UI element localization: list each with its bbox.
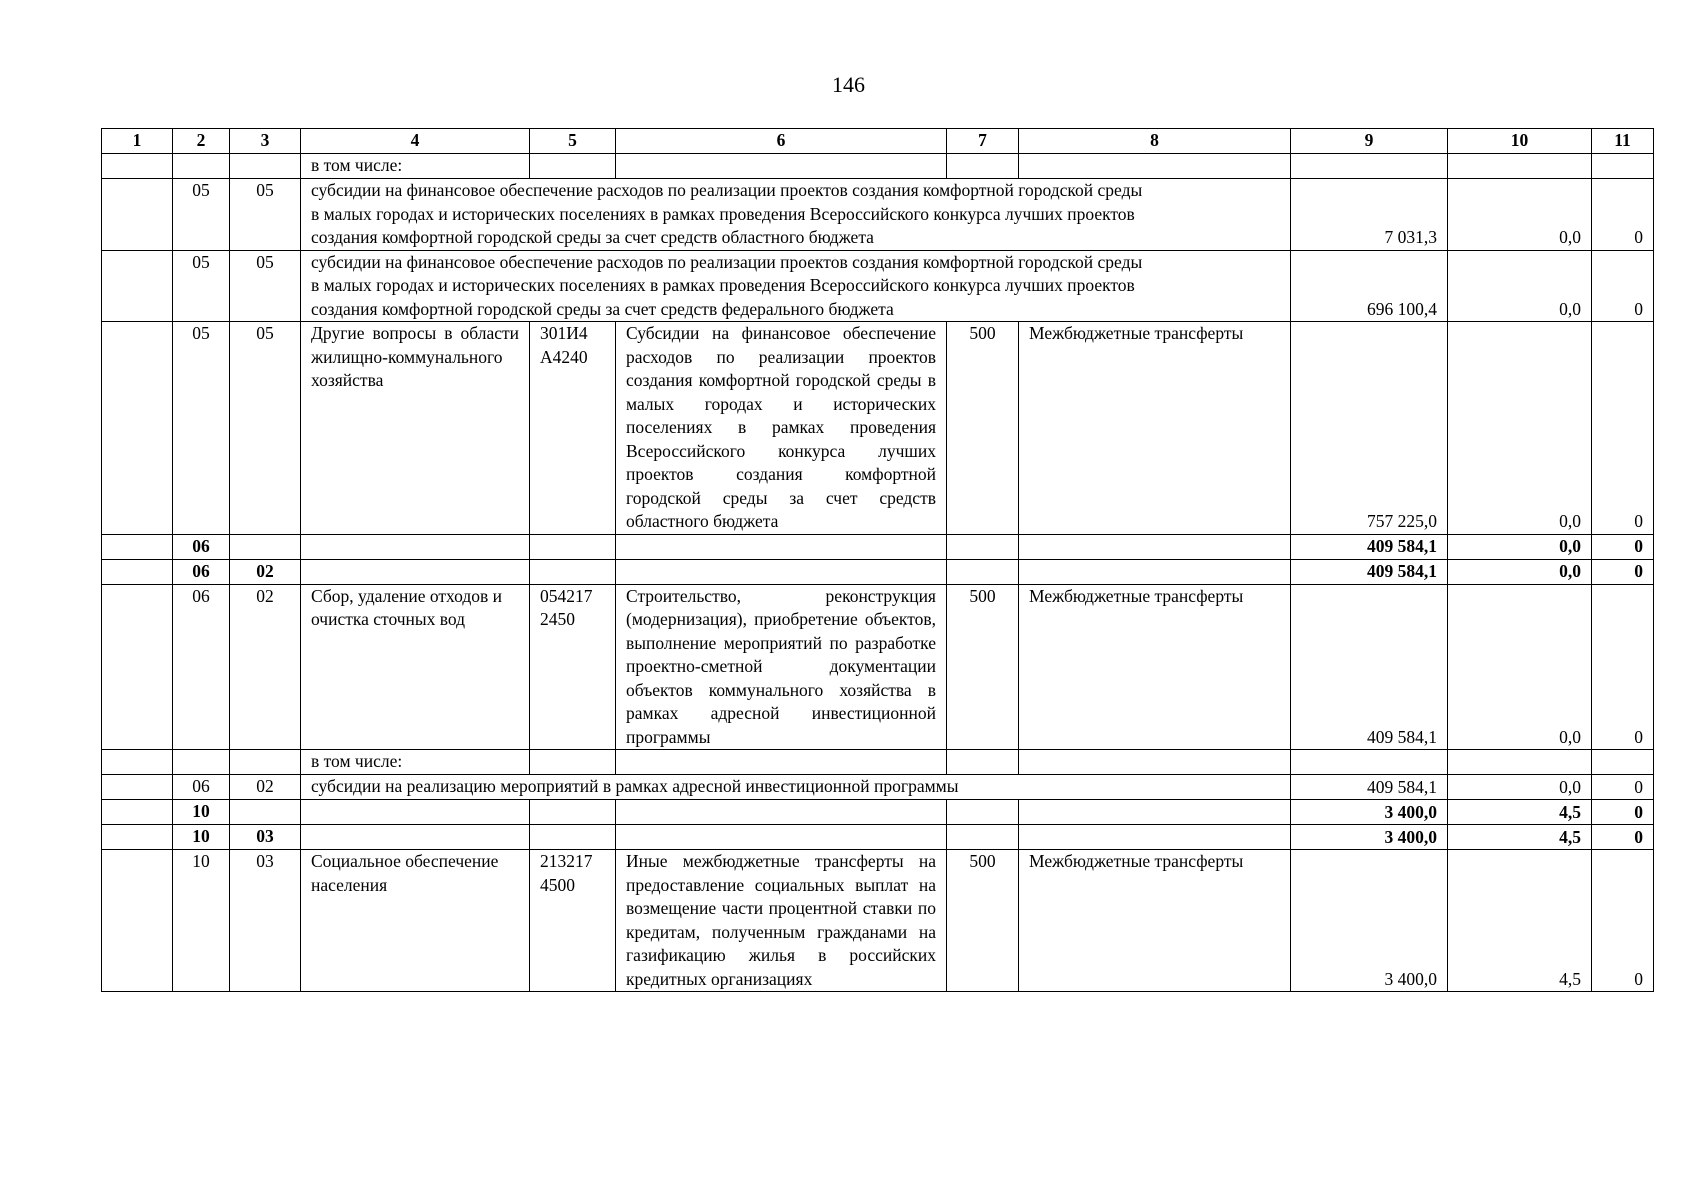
header-cell: 11 xyxy=(1592,129,1654,154)
cell-col1 xyxy=(102,775,173,800)
cell-subsection: 03 xyxy=(230,825,301,850)
cell-label: Сбор, удаление отходов и очистка сточных вод xyxy=(301,584,530,750)
cell-code xyxy=(530,750,616,775)
cell-type-code xyxy=(947,559,1019,584)
page-number: 146 xyxy=(832,72,865,97)
header-cell: 4 xyxy=(301,129,530,154)
text-line: создания комфортной городской среды за счет средств областного бюджета xyxy=(311,227,874,247)
cell-type-name xyxy=(1019,559,1291,584)
text-line: в малых городах и исторических поселениях в рамках проведения Всероссийского конкурса лучших проектов xyxy=(311,203,1135,224)
cell-subsection: 05 xyxy=(230,250,301,322)
table-row xyxy=(102,850,1654,992)
header-cell: 6 xyxy=(616,129,947,154)
cell-subsection xyxy=(230,800,301,825)
cell-spanning-description xyxy=(301,179,1291,251)
cell-amount: 409 584,1 xyxy=(1291,584,1448,750)
cell-spanning-description xyxy=(301,250,1291,322)
table-row xyxy=(102,250,1654,322)
cell-col1 xyxy=(102,322,173,535)
header-cell: 8 xyxy=(1019,129,1291,154)
cell-section: 10 xyxy=(173,800,230,825)
header-cell: 10 xyxy=(1448,129,1592,154)
cell-type-code: 500 xyxy=(947,322,1019,535)
cell-spanning-description xyxy=(301,775,1291,800)
cell-col11 xyxy=(1592,154,1654,179)
cell-label: в том числе: xyxy=(301,154,530,179)
cell-type-code xyxy=(947,800,1019,825)
cell-label xyxy=(301,534,530,559)
cell-col1 xyxy=(102,850,173,992)
cell-percent: 0,0 xyxy=(1448,250,1592,322)
cell-subsection: 05 xyxy=(230,322,301,535)
text-line: в малых городах и исторических поселениях в рамках проведения Всероссийского конкурса лучших проектов xyxy=(311,275,1135,295)
cell-code: 054217 2450 xyxy=(530,584,616,750)
cell-type-code: 500 xyxy=(947,584,1019,750)
cell-col11 xyxy=(1592,750,1654,775)
table-row xyxy=(102,775,1654,800)
cell-code xyxy=(530,559,616,584)
text-line: создания комфортной городской среды за счет средств федерального бюджета xyxy=(311,298,894,319)
cell-col1 xyxy=(102,154,173,179)
cell-label: в том числе: xyxy=(301,750,530,775)
cell-type-name xyxy=(1019,800,1291,825)
cell-col11: 0 xyxy=(1592,322,1654,535)
table-row xyxy=(102,179,1654,251)
cell-type-name: Межбюджетные трансферты xyxy=(1019,584,1291,750)
cell-type-name xyxy=(1019,825,1291,850)
cell-percent: 4,5 xyxy=(1448,800,1592,825)
cell-code xyxy=(530,534,616,559)
text-line: субсидии на финансовое обеспечение расходов по реализации проектов создания комфортной городской среды xyxy=(311,180,1143,200)
cell-section xyxy=(173,750,230,775)
cell-type-name xyxy=(1019,154,1291,179)
cell-percent: 0,0 xyxy=(1448,559,1592,584)
cell-type-code xyxy=(947,154,1019,179)
cell-amount: 7 031,3 xyxy=(1291,179,1448,251)
cell-col11: 0 xyxy=(1592,584,1654,750)
cell-description: Строительство, реконструкция (модернизация), приобретение объектов, выполнение мероприятий по разработке проектно-сметной документации объектов коммунального хозяйства в рамках адресной инвестиционной программы xyxy=(616,584,947,750)
header-cell: 3 xyxy=(230,129,301,154)
cell-code xyxy=(530,154,616,179)
cell-col1 xyxy=(102,825,173,850)
header-cell: 7 xyxy=(947,129,1019,154)
cell-code: 213217 4500 xyxy=(530,850,616,992)
cell-col1 xyxy=(102,559,173,584)
cell-amount: 409 584,1 xyxy=(1291,534,1448,559)
cell-col1 xyxy=(102,250,173,322)
cell-amount: 757 225,0 xyxy=(1291,322,1448,535)
cell-type-name: Межбюджетные трансферты xyxy=(1019,322,1291,535)
cell-percent: 4,5 xyxy=(1448,850,1592,992)
cell-col1 xyxy=(102,584,173,750)
cell-type-name xyxy=(1019,534,1291,559)
cell-percent: 0,0 xyxy=(1448,179,1592,251)
table-row xyxy=(102,750,1654,775)
cell-percent: 0,0 xyxy=(1448,322,1592,535)
table-row xyxy=(102,322,1654,535)
cell-col11: 0 xyxy=(1592,775,1654,800)
cell-col11: 0 xyxy=(1592,534,1654,559)
cell-col11: 0 xyxy=(1592,179,1654,251)
cell-subsection: 03 xyxy=(230,850,301,992)
cell-section: 05 xyxy=(173,250,230,322)
cell-col11: 0 xyxy=(1592,825,1654,850)
cell-section: 10 xyxy=(173,825,230,850)
cell-subsection xyxy=(230,750,301,775)
cell-percent xyxy=(1448,750,1592,775)
cell-code: 301И4 А4240 xyxy=(530,322,616,535)
table-row-total xyxy=(102,534,1654,559)
cell-amount: 696 100,4 xyxy=(1291,250,1448,322)
cell-description xyxy=(616,800,947,825)
header-row xyxy=(102,129,1654,154)
cell-section: 05 xyxy=(173,322,230,535)
cell-col1 xyxy=(102,179,173,251)
table-row-total xyxy=(102,800,1654,825)
header-cell: 2 xyxy=(173,129,230,154)
cell-col11: 0 xyxy=(1592,800,1654,825)
cell-amount: 3 400,0 xyxy=(1291,850,1448,992)
cell-amount xyxy=(1291,154,1448,179)
cell-col11: 0 xyxy=(1592,850,1654,992)
cell-description xyxy=(616,154,947,179)
table-row-total xyxy=(102,559,1654,584)
cell-description: Субсидии на финансовое обеспечение расходов по реализации проектов создания комфортной городской среды в малых городах и исторических поселениях в рамках проведения Всероссийского конкурса лучших проектов создания комфортной городской среды за счет средств областного бюджета xyxy=(616,322,947,535)
cell-subsection: 02 xyxy=(230,559,301,584)
header-cell: 1 xyxy=(102,129,173,154)
cell-label: Социальное обеспечение населения xyxy=(301,850,530,992)
cell-percent: 0,0 xyxy=(1448,584,1592,750)
cell-percent xyxy=(1448,154,1592,179)
cell-subsection: 02 xyxy=(230,584,301,750)
cell-percent: 0,0 xyxy=(1448,534,1592,559)
cell-description xyxy=(616,559,947,584)
cell-amount: 3 400,0 xyxy=(1291,800,1448,825)
cell-col1 xyxy=(102,534,173,559)
cell-section: 06 xyxy=(173,775,230,800)
cell-section: 06 xyxy=(173,534,230,559)
cell-code xyxy=(530,800,616,825)
cell-label: Другие вопросы в области жилищно-коммунального хозяйства xyxy=(301,322,530,535)
cell-label xyxy=(301,559,530,584)
cell-subsection: 02 xyxy=(230,775,301,800)
cell-type-code: 500 xyxy=(947,850,1019,992)
cell-code xyxy=(530,825,616,850)
cell-description xyxy=(616,825,947,850)
header-cell: 5 xyxy=(530,129,616,154)
cell-description xyxy=(616,750,947,775)
budget-table xyxy=(101,128,1654,992)
cell-col1 xyxy=(102,800,173,825)
cell-label xyxy=(301,800,530,825)
cell-subsection xyxy=(230,534,301,559)
cell-type-code xyxy=(947,825,1019,850)
cell-type-code xyxy=(947,750,1019,775)
cell-col11: 0 xyxy=(1592,559,1654,584)
cell-section: 10 xyxy=(173,850,230,992)
cell-section: 06 xyxy=(173,584,230,750)
header-cell: 9 xyxy=(1291,129,1448,154)
cell-percent: 0,0 xyxy=(1448,775,1592,800)
cell-section: 05 xyxy=(173,179,230,251)
cell-section: 06 xyxy=(173,559,230,584)
text-line: субсидии на реализацию мероприятий в рамках адресной инвестиционной программы xyxy=(311,776,959,796)
cell-col11: 0 xyxy=(1592,250,1654,322)
cell-amount: 3 400,0 xyxy=(1291,825,1448,850)
cell-subsection xyxy=(230,154,301,179)
table-row xyxy=(102,154,1654,179)
cell-amount xyxy=(1291,750,1448,775)
cell-description xyxy=(616,534,947,559)
cell-percent: 4,5 xyxy=(1448,825,1592,850)
cell-amount: 409 584,1 xyxy=(1291,559,1448,584)
cell-label xyxy=(301,825,530,850)
cell-section xyxy=(173,154,230,179)
cell-type-name: Межбюджетные трансферты xyxy=(1019,850,1291,992)
cell-description: Иные межбюджетные трансферты на предоставление социальных выплат на возмещение части процентной ставки по кредитам, полученным гражданами на газификацию жилья в российских кредитных организациях xyxy=(616,850,947,992)
text-line: субсидии на финансовое обеспечение расходов по реализации проектов создания комфортной городской среды xyxy=(311,251,1143,272)
cell-amount: 409 584,1 xyxy=(1291,775,1448,800)
table-row-total xyxy=(102,825,1654,850)
table-row xyxy=(102,584,1654,750)
cell-col1 xyxy=(102,750,173,775)
cell-type-code xyxy=(947,534,1019,559)
cell-type-name xyxy=(1019,750,1291,775)
cell-subsection: 05 xyxy=(230,179,301,251)
